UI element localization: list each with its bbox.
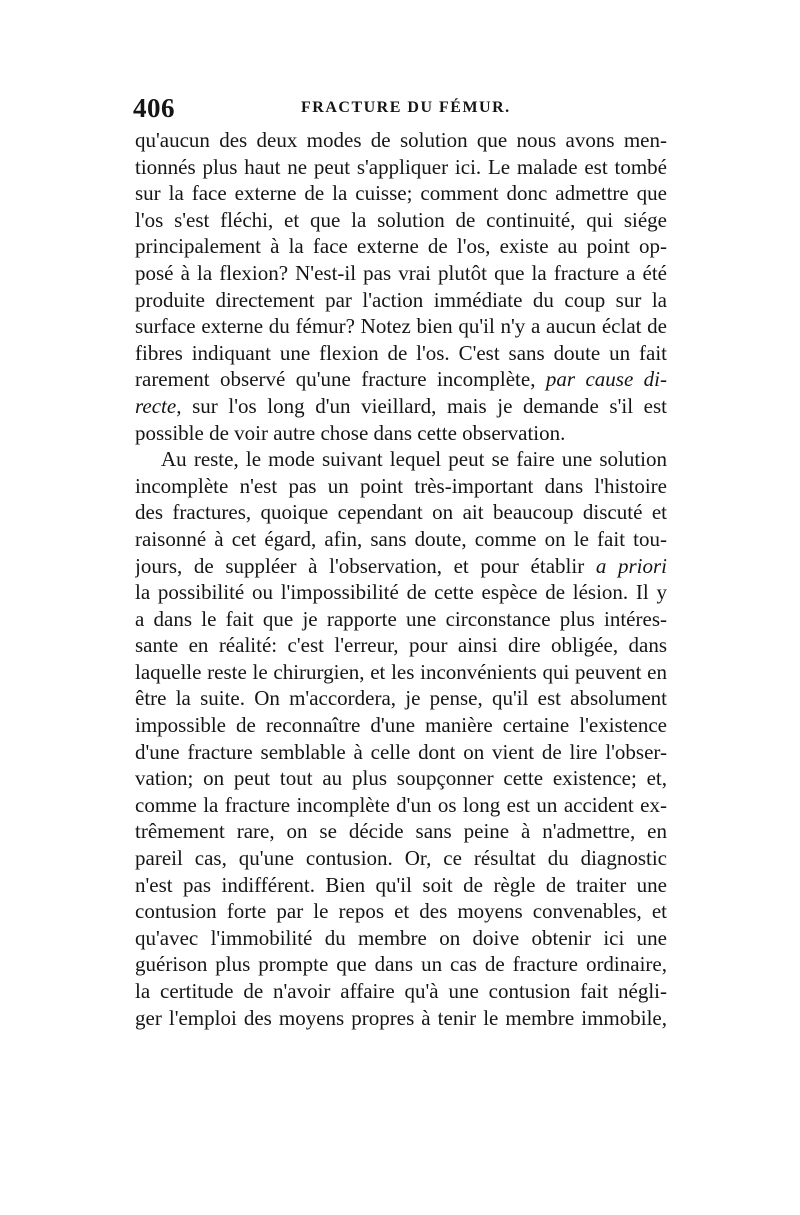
text-run: sur l'os long d'un vieillard, mais je demande s'il est: [181, 393, 667, 418]
text-run: jours, de suppléer à l'observation, et pour établir: [135, 553, 596, 578]
text-line: possible de voir autre chose dans cette observation.: [135, 420, 566, 445]
running-title: FRACTURE DU FÉMUR.: [301, 99, 511, 116]
text-line: incomplète n'est pas un point très-important dans l'histoire: [135, 473, 667, 498]
text-line: guérison plus prompte que dans un cas de fracture ordinaire,: [135, 952, 667, 977]
text-line: la certitude de n'avoir affaire qu'à une contusion fait négli-: [135, 979, 667, 1003]
text-line: qu'avec l'immobilité du membre on doive obtenir ici une: [135, 925, 667, 950]
text-line: fibres indiquant une flexion de l'os. C'est sans doute un fait: [135, 340, 667, 365]
text-line: raisonné à cet égard, afin, sans doute, comme on le fait tou-: [135, 526, 667, 551]
italic-run: par cause di-: [545, 367, 667, 392]
text-line: impossible de reconnaître d'une manière certaine l'existence: [135, 713, 667, 738]
text-line: laquelle reste le chirurgien, et les inconvénients qui peuvent en: [135, 659, 667, 684]
text-line: Au reste, le mode suivant lequel peut se faire une solution: [161, 447, 667, 472]
text-line: [135, 393, 667, 420]
text-line: contusion forte par le repos et des moyens convenables, et: [135, 899, 667, 924]
text-line: des fractures, quoique cependant on ait beaucoup discuté et: [135, 500, 667, 525]
italic-run: a priori: [595, 553, 667, 578]
text-line: comme la fracture incomplète d'un os long est un accident ex-: [135, 792, 667, 817]
text-line: sante en réalité: c'est l'erreur, pour ainsi dire obligée, dans: [135, 633, 667, 658]
text-line: d'une fracture semblable à celle dont on vient de lire l'obser-: [135, 739, 667, 764]
text-line: posé à la flexion? N'est-il pas vrai plutôt que la fracture a été: [135, 260, 667, 285]
text-line: [135, 366, 667, 393]
text-line: pareil cas, qu'une contusion. Or, ce résultat du diagnostic: [135, 846, 667, 871]
text-line: sur la face externe de la cuisse; comment donc admettre que: [135, 181, 667, 206]
text-line: principalement à la face externe de l'os, existe au point op-: [135, 234, 667, 259]
text-line: a dans le fait que je rapporte une circonstance plus intéres-: [135, 606, 667, 631]
text-line: ger l'emploi des moyens propres à tenir le membre immobile,: [135, 1005, 667, 1030]
text-line: surface externe du fémur? Notez bien qu'il n'y a aucun éclat de: [135, 314, 667, 339]
text-line: n'est pas indifférent. Bien qu'il soit de règle de traiter une: [135, 872, 667, 897]
text-line: la possibilité ou l'impossibilité de cette espèce de lésion. Il y: [135, 580, 667, 605]
text-line: produite directement par l'action immédiate du coup sur la: [135, 287, 667, 312]
text-line: qu'aucun des deux modes de solution que nous avons men-: [135, 128, 667, 152]
text-line: [135, 553, 667, 580]
text-line: vation; on peut tout au plus soupçonner cette existence; et,: [135, 766, 667, 791]
text-run: rarement observé qu'une fracture incomplète,: [135, 367, 546, 392]
italic-run: recte,: [135, 393, 182, 418]
page-number: 406: [133, 93, 175, 123]
running-head: [133, 93, 665, 123]
text-line: être la suite. On m'accordera, je pense, qu'il est absolument: [135, 686, 667, 711]
text-line: tionnés plus haut ne peut s'appliquer ici. Le malade est tombé: [135, 154, 667, 179]
body-text: [135, 127, 667, 1031]
text-line: l'os s'est fléchi, et que la solution de continuité, qui siége: [135, 207, 667, 232]
text-line: trêmement rare, on se décide sans peine à n'admettre, en: [135, 819, 667, 844]
